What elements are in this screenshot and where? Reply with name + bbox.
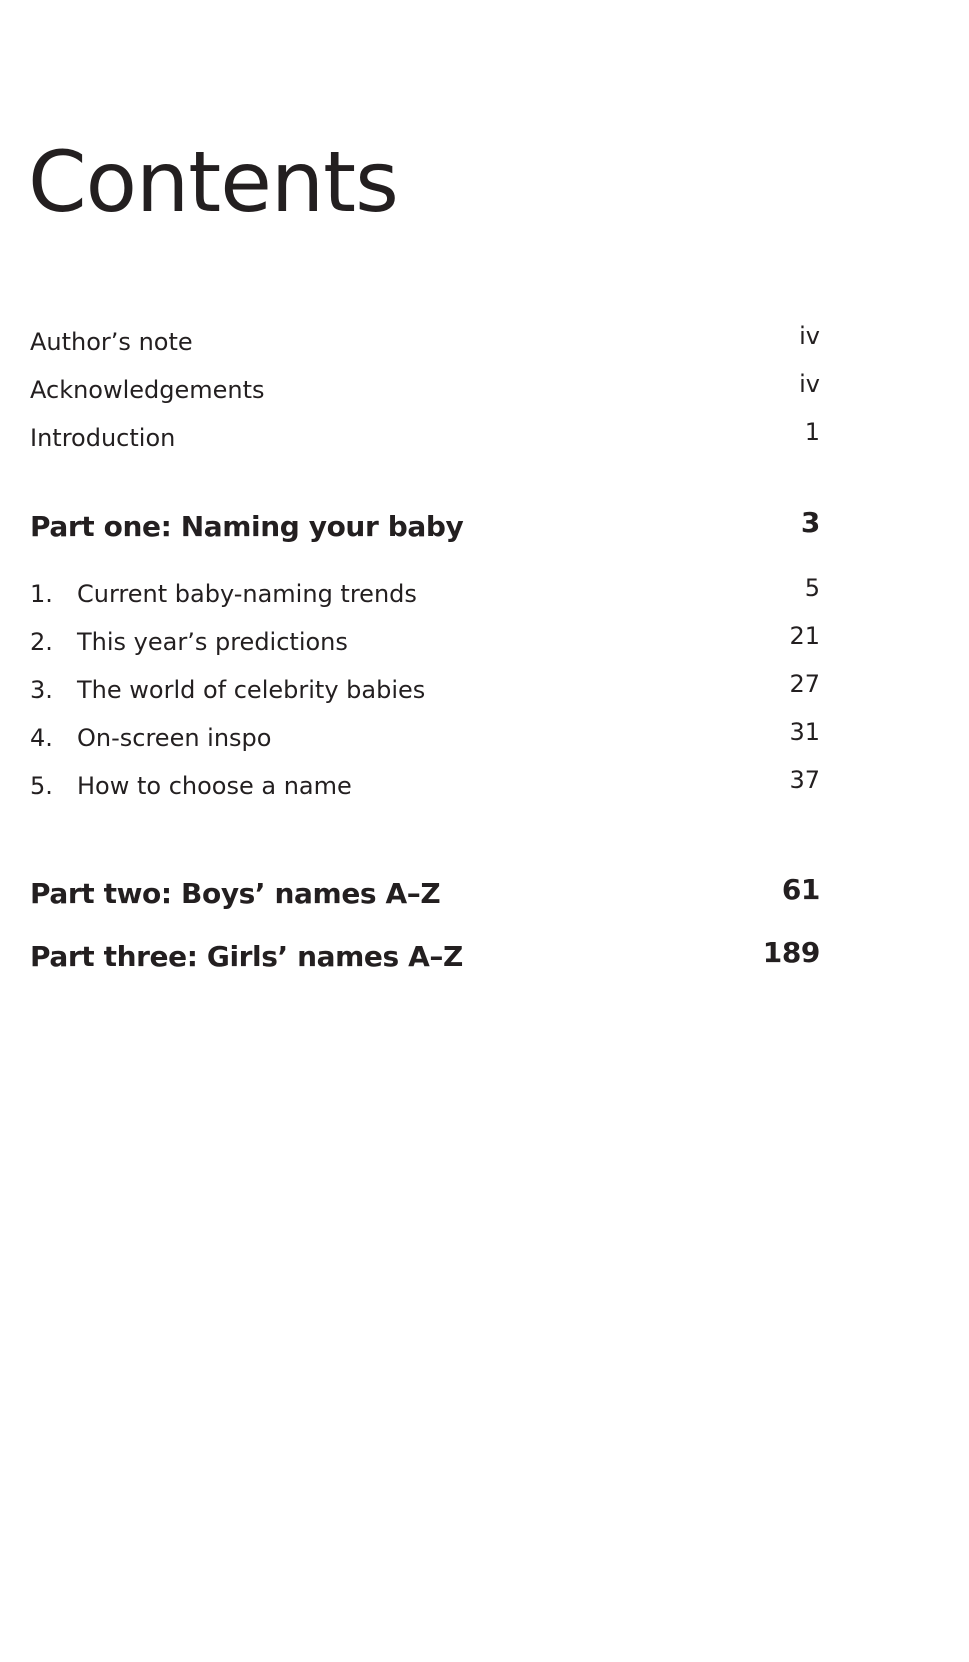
toc-part-label: Part two: Boys’ names A–Z bbox=[30, 877, 441, 910]
toc-chapter-page: 21 bbox=[789, 622, 820, 650]
toc-chapter-2[interactable] bbox=[30, 622, 820, 662]
toc-chapter-label: On-screen inspo bbox=[77, 724, 272, 752]
toc-part-two[interactable] bbox=[30, 874, 820, 914]
toc-chapter-number: 4. bbox=[30, 724, 53, 752]
toc-entry-page: iv bbox=[799, 370, 820, 398]
toc-chapter-page: 31 bbox=[789, 718, 820, 746]
toc-chapter-label: How to choose a name bbox=[77, 772, 352, 800]
toc-chapter-label: This year’s predictions bbox=[77, 628, 348, 656]
toc-chapter-number: 3. bbox=[30, 676, 53, 704]
toc-chapter-label: Current baby-naming trends bbox=[77, 580, 417, 608]
toc-entry-authors-note[interactable] bbox=[30, 322, 820, 362]
toc-chapter-4[interactable] bbox=[30, 718, 820, 758]
toc-entry-label: Acknowledgements bbox=[30, 376, 265, 404]
toc-chapter-number: 1. bbox=[30, 580, 53, 608]
toc-entry-label: Introduction bbox=[30, 424, 176, 452]
toc-part-page: 189 bbox=[762, 936, 820, 969]
toc-entry-page: iv bbox=[799, 322, 820, 350]
toc-chapter-1[interactable] bbox=[30, 574, 820, 614]
toc-chapter-label: The world of celebrity babies bbox=[77, 676, 426, 704]
toc-entry-acknowledgements[interactable] bbox=[30, 370, 820, 410]
page-title: Contents bbox=[28, 133, 398, 231]
toc-chapter-5[interactable] bbox=[30, 766, 820, 806]
toc-entry-introduction[interactable] bbox=[30, 418, 820, 458]
toc-chapter-number: 2. bbox=[30, 628, 53, 656]
toc-part-label: Part one: Naming your baby bbox=[30, 510, 464, 543]
toc-chapter-page: 5 bbox=[804, 574, 820, 602]
toc-chapter-page: 37 bbox=[789, 766, 820, 794]
toc-part-page: 61 bbox=[781, 873, 820, 906]
toc-part-label: Part three: Girls’ names A–Z bbox=[30, 940, 463, 973]
toc-chapter-number: 5. bbox=[30, 772, 53, 800]
toc-part-three[interactable] bbox=[30, 937, 820, 977]
toc-chapter-page: 27 bbox=[789, 670, 820, 698]
toc-entry-label: Author’s note bbox=[30, 328, 193, 356]
toc-chapter-3[interactable] bbox=[30, 670, 820, 710]
toc-entry-page: 1 bbox=[804, 418, 820, 446]
toc-part-page: 3 bbox=[800, 506, 820, 539]
toc-part-one[interactable] bbox=[30, 507, 820, 547]
